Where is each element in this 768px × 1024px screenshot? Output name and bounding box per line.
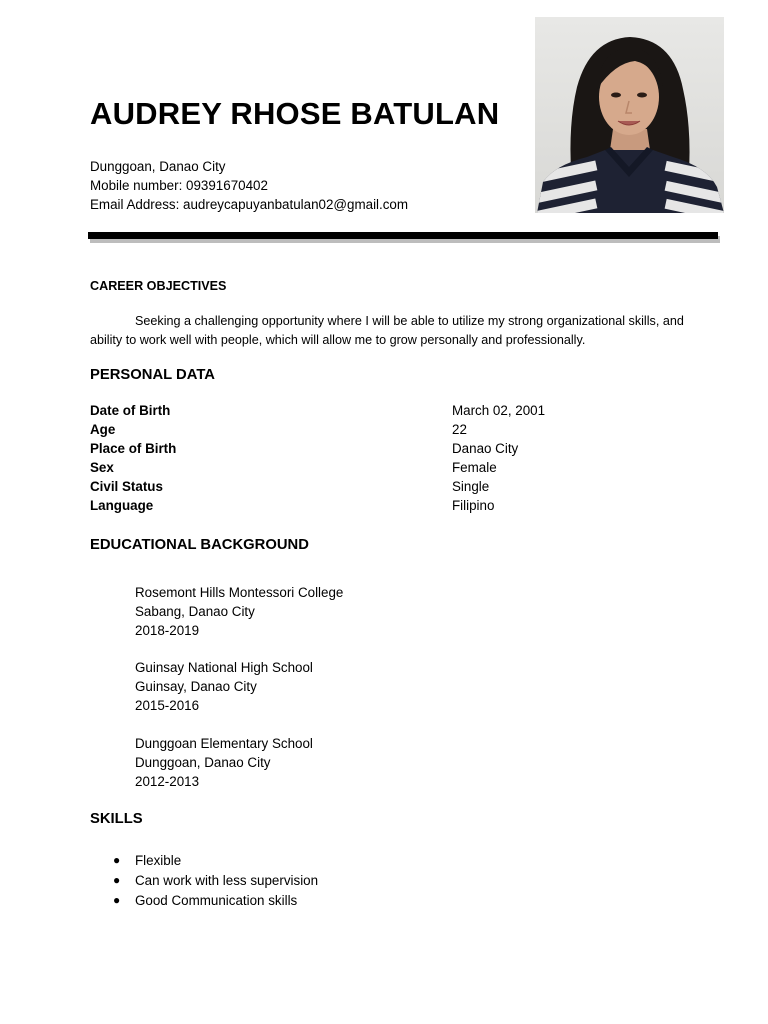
personal-row-language (90, 498, 690, 517)
school-entry (135, 734, 313, 792)
bullet-icon: ● (113, 892, 121, 907)
skills-list (110, 851, 318, 910)
personal-label: Language (90, 498, 154, 513)
address: Dunggoan, Danao City (90, 159, 226, 174)
school-location: Dunggoan, Danao City (135, 755, 271, 771)
bullet-icon: ● (113, 853, 121, 867)
mobile-number: Mobile number: 09391670402 (90, 178, 268, 193)
school-years: 2012-2013 (135, 774, 200, 790)
personal-value: Filipino (452, 498, 495, 513)
personal-value: Danao City (452, 441, 519, 456)
email-address: Email Address: audreycapuyanbatulan02@gmail.com (90, 197, 409, 212)
bullet-icon: ● (113, 872, 121, 887)
school-location: Guinsay, Danao City (135, 679, 257, 695)
skill-text: Flexible (135, 853, 182, 868)
personal-row-age (90, 422, 690, 441)
personal-row-sex (90, 460, 690, 479)
school-name: Dunggoan Elementary School (135, 736, 313, 751)
list-item (110, 891, 318, 911)
profile-photo (535, 17, 724, 213)
skills-heading: SKILLS (90, 811, 143, 827)
personal-value: Single (452, 479, 490, 494)
school-entry (135, 583, 343, 641)
school-location: Sabang, Danao City (135, 604, 255, 620)
school-years: 2018-2019 (135, 623, 200, 639)
career-objective-text: Seeking a challenging opportunity where I will be able to utilize my strong organizational skills, and ability to work well with people, which will allow me to grow personally and professionally. (90, 314, 684, 347)
personal-label: Civil Status (90, 479, 163, 494)
personal-label: Date of Birth (90, 403, 171, 418)
school-entry (135, 658, 313, 716)
personal-data-heading: PERSONAL DATA (90, 367, 215, 383)
personal-row-birthplace (90, 441, 690, 460)
personal-value: March 02, 2001 (452, 403, 546, 418)
list-item (110, 871, 318, 891)
skill-text: Good Communication skills (135, 892, 298, 908)
contact-info (90, 157, 408, 214)
personal-row-birthdate (90, 403, 690, 422)
portrait-image (535, 17, 724, 213)
personal-value: Female (452, 460, 497, 475)
list-item (110, 851, 318, 871)
skill-text: Can work with less supervision (135, 872, 319, 888)
personal-row-civil-status (90, 479, 690, 498)
school-years: 2015-2016 (135, 698, 200, 714)
school-name: Rosemont Hills Montessori College (135, 585, 344, 600)
applicant-name: AUDREY RHOSE BATULAN (90, 96, 500, 131)
school-name: Guinsay National High School (135, 660, 313, 675)
header-divider (88, 232, 718, 239)
personal-label: Age (90, 422, 116, 437)
personal-label: Place of Birth (90, 441, 177, 456)
career-objectives-heading: CAREER OBJECTIVES (90, 279, 227, 293)
personal-value: 22 (452, 422, 467, 437)
personal-label: Sex (90, 460, 114, 475)
educational-background-heading: EDUCATIONAL BACKGROUND (90, 537, 309, 553)
